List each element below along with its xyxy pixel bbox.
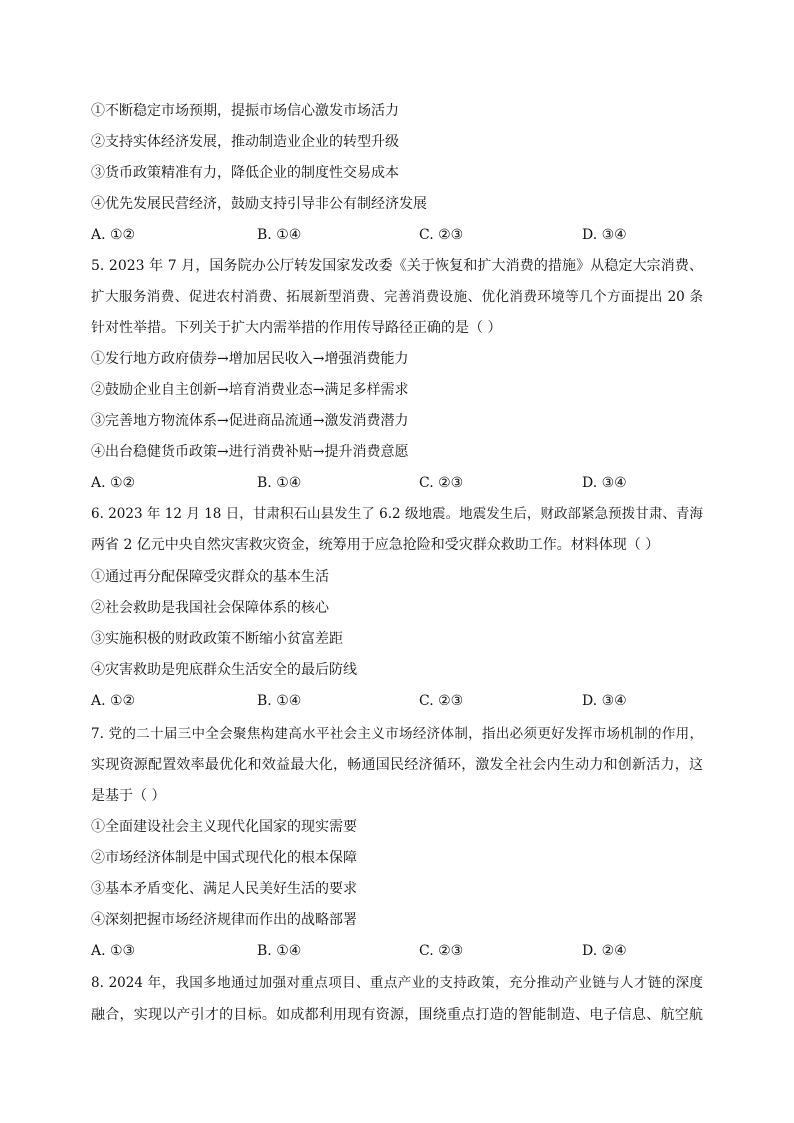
q7-stem-line-2: 实现资源配置效率最优化和效益最大化，畅通国民经济循环，激发全社会内生动力和创新活力，这 bbox=[91, 757, 703, 773]
q8-stem-line-1: 8. 2024 年，我国多地通过加强对重点项目、重点产业的支持政策，充分推动产业链与人才链的深度 bbox=[91, 975, 703, 991]
q5-option-a[interactable]: A. ①② bbox=[91, 475, 136, 491]
q4-option-b[interactable]: B. ①④ bbox=[257, 227, 302, 243]
q8-stem-line-2: 融合，实现以产引才的目标。如成都利用现有资源，围绕重点打造的智能制造、电子信息、航空航 bbox=[91, 1007, 703, 1023]
q7-stem-line-3: 是基于（ ） bbox=[91, 788, 166, 804]
q7-option-b[interactable]: B. ①④ bbox=[257, 943, 302, 959]
q7-statement-2: ②市场经济体制是中国式现代化的根本保障 bbox=[91, 850, 357, 866]
q6-option-c[interactable]: C. ②③ bbox=[419, 693, 464, 709]
q4-option-c[interactable]: C. ②③ bbox=[419, 227, 464, 243]
q6-statement-1: ①通过再分配保障受灾群众的基本生活 bbox=[91, 569, 329, 585]
q6-options bbox=[91, 691, 703, 711]
q5-statement-2: ②鼓励企业自主创新→培育消费业态→满足多样需求 bbox=[91, 382, 409, 398]
q5-stem-line-1: 5. 2023 年 7 月，国务院办公厅转发国家发改委《关于恢复和扩大消费的措施》从稳定大宗消费、 bbox=[91, 258, 703, 274]
q6-option-d[interactable]: D. ③④ bbox=[582, 693, 627, 709]
q7-option-d[interactable]: D. ②④ bbox=[582, 943, 627, 959]
q7-statement-4: ④深刻把握市场经济规律而作出的战略部署 bbox=[91, 912, 357, 928]
q6-statement-2: ②社会救助是我国社会保障体系的核心 bbox=[91, 600, 329, 616]
q5-option-d[interactable]: D. ③④ bbox=[582, 475, 627, 491]
q7-option-c[interactable]: C. ②③ bbox=[419, 943, 464, 959]
q5-option-b[interactable]: B. ①④ bbox=[257, 475, 302, 491]
q4-statement-1: ①不断稳定市场预期，提振市场信心激发市场活力 bbox=[91, 103, 399, 119]
q6-statement-4: ④灾害救助是兜底群众生活安全的最后防线 bbox=[91, 662, 357, 678]
q4-statement-2: ②支持实体经济发展，推动制造业企业的转型升级 bbox=[91, 134, 399, 150]
q7-statement-1: ①全面建设社会主义现代化国家的现实需要 bbox=[91, 819, 357, 835]
q5-statement-3: ③完善地方物流体系→促进商品流通→激发消费潜力 bbox=[91, 413, 409, 429]
q5-options bbox=[91, 473, 703, 493]
q5-statement-4: ④出台稳健货币政策→进行消费补贴→提升消费意愿 bbox=[91, 444, 409, 460]
q7-statement-3: ③基本矛盾变化、满足人民美好生活的要求 bbox=[91, 881, 357, 897]
q6-stem-line-2: 两省 2 亿元中央自然灾害救灾资金，统筹用于应急抢险和受灾群众救助工作。材料体现（ ） bbox=[91, 537, 660, 553]
q4-option-a[interactable]: A. ①② bbox=[91, 227, 136, 243]
q7-stem-line-1: 7. 党的二十届三中全会聚焦构建高水平社会主义市场经济体制，指出必须更好发挥市场机制的作用， bbox=[91, 726, 703, 742]
q6-stem-line-1: 6. 2023 年 12 月 18 日，甘肃积石山县发生了 6.2 级地震。地震发生后，财政部紧急预拨甘肃、青海 bbox=[91, 506, 703, 522]
q5-stem-line-3: 针对性举措。下列关于扩大内需举措的作用传导路径正确的是（ ） bbox=[91, 320, 502, 336]
q4-statement-3: ③货币政策精准有力，降低企业的制度性交易成本 bbox=[91, 165, 399, 181]
q7-option-a[interactable]: A. ①③ bbox=[91, 943, 136, 959]
q7-options bbox=[91, 941, 703, 961]
q6-statement-3: ③实施积极的财政政策不断缩小贫富差距 bbox=[91, 631, 343, 647]
q6-option-a[interactable]: A. ①② bbox=[91, 693, 136, 709]
q4-statement-4: ④优先发展民营经济，鼓励支持引导非公有制经济发展 bbox=[91, 196, 427, 212]
q4-options bbox=[91, 225, 703, 245]
q5-stem-line-2: 扩大服务消费、促进农村消费、拓展新型消费、完善消费设施、优化消费环境等几个方面提出 20 条 bbox=[91, 289, 703, 305]
q5-option-c[interactable]: C. ②③ bbox=[419, 475, 464, 491]
q4-option-d[interactable]: D. ③④ bbox=[582, 227, 627, 243]
q5-statement-1: ①发行地方政府债券→增加居民收入→增强消费能力 bbox=[91, 351, 409, 367]
q6-option-b[interactable]: B. ①④ bbox=[257, 693, 302, 709]
